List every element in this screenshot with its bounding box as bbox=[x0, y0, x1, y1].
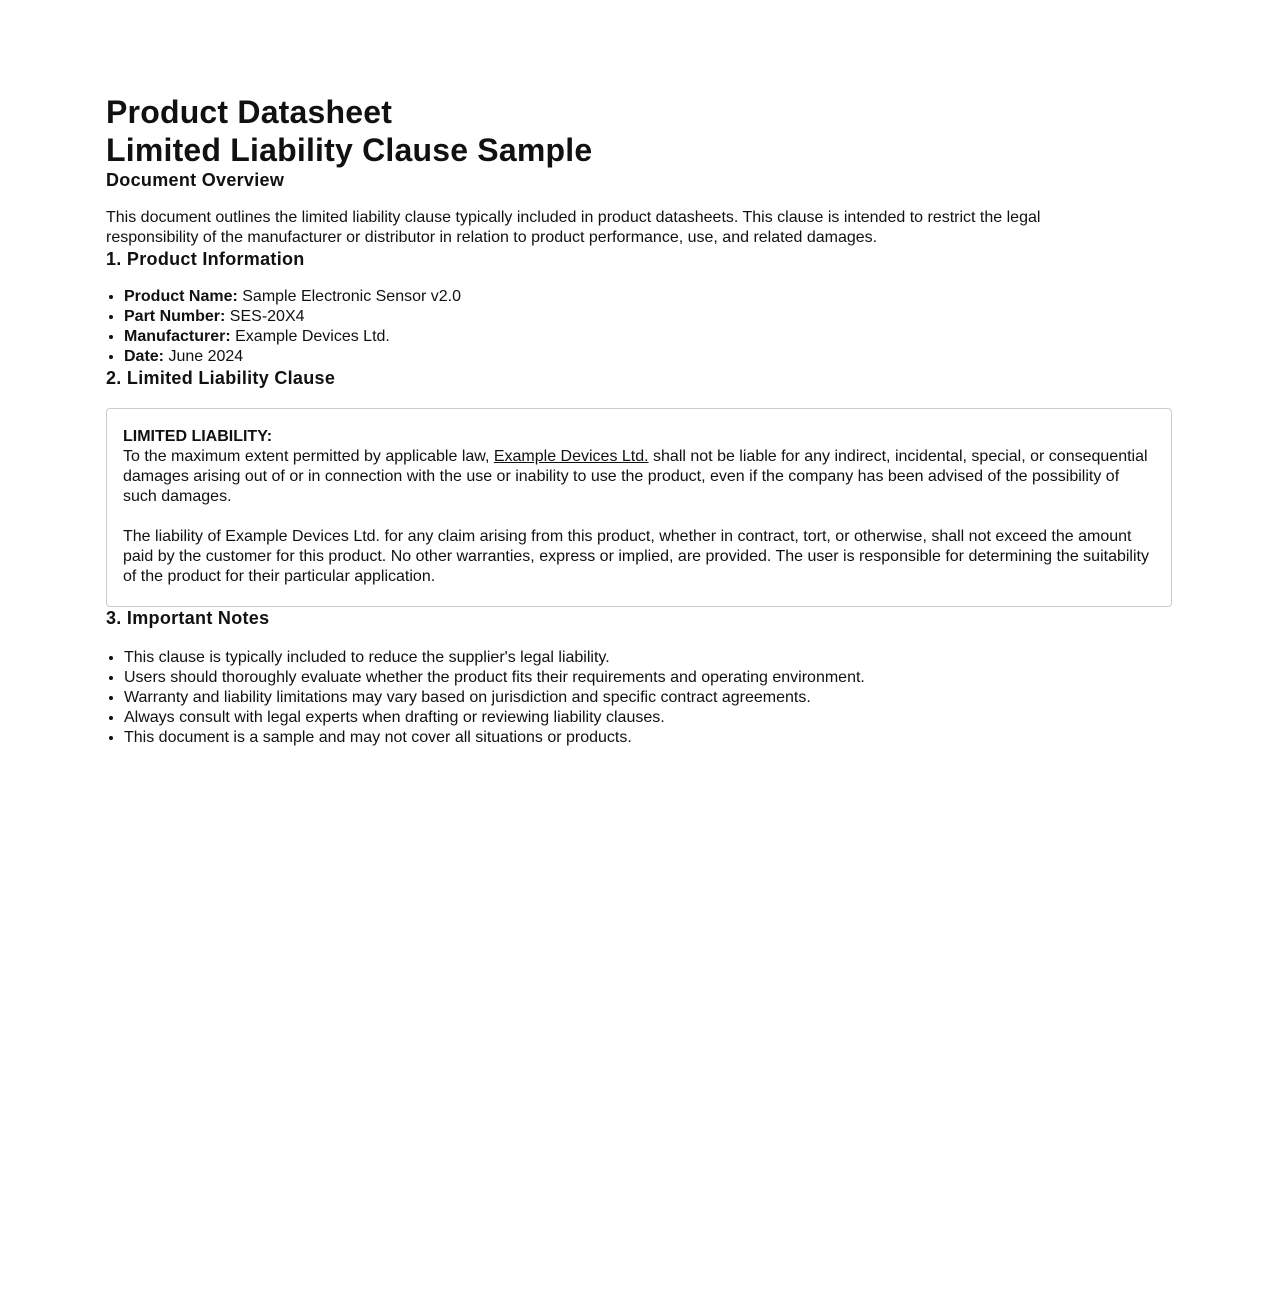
product-info-label: Part Number: bbox=[124, 308, 226, 325]
product-info-label: Manufacturer: bbox=[124, 328, 231, 345]
product-info-item-name bbox=[124, 287, 1172, 307]
product-info-value: Example Devices Ltd. bbox=[230, 328, 390, 345]
product-info-value: SES-20X4 bbox=[225, 308, 305, 325]
important-notes-list bbox=[106, 648, 1172, 748]
product-info-value: Sample Electronic Sensor v2.0 bbox=[237, 288, 462, 305]
important-notes-heading: 3. Important Notes bbox=[106, 608, 270, 628]
product-info-heading: 1. Product Information bbox=[106, 249, 305, 269]
note-item: • This clause is typically included to reduce the supplier's legal liability. bbox=[124, 648, 1172, 668]
product-info-item-manufacturer bbox=[124, 327, 1172, 347]
liability-clause-heading: 2. Limited Liability Clause bbox=[106, 368, 336, 388]
product-info-item-date bbox=[124, 347, 1172, 367]
note-item: • Always consult with legal experts when drafting or reviewing liability clauses. bbox=[124, 708, 1172, 728]
overview-heading: Document Overview bbox=[106, 170, 285, 190]
page-title bbox=[106, 93, 1172, 169]
product-info-item-part-number bbox=[124, 307, 1172, 327]
page-title-line-2: Limited Liability Clause Sample bbox=[106, 132, 593, 168]
overview-text: This document outlines the limited liability clause typically included in product datasheets. This clause is intended to restrict the legal responsibility of the manufacturer or distributor in relation to product performance, use, and related damages. bbox=[106, 209, 1041, 246]
note-item: • Warranty and liability limitations may vary based on jurisdiction and specific contract agreements. bbox=[124, 688, 1172, 708]
liability-clause-paragraph-2: The liability of Example Devices Ltd. for any claim arising from this product, whether in contract, tort, or otherwise, shall not exceed the amount paid by the customer for this product. No other warranties, express or implied, are provided. The user is responsible for determining the suitability of the product for their particular application. bbox=[123, 528, 1149, 585]
product-info-label: Date: bbox=[124, 348, 165, 365]
company-name-link[interactable]: Example Devices Ltd. bbox=[493, 448, 649, 465]
page-title-line-1: Product Datasheet bbox=[106, 94, 393, 130]
liability-clause-paragraph-1 bbox=[123, 447, 1155, 507]
note-item: • Users should thoroughly evaluate whether the product fits their requirements and operating environment. bbox=[124, 668, 1172, 688]
product-info-label: Product Name: bbox=[124, 288, 238, 305]
note-item: • This document is a sample and may not cover all situations or products. bbox=[124, 728, 1172, 748]
clause-text: shall not be liable for any indirect, incidental, special, or consequential damages arising out of or in connection with the use or inability to use the product, even if the company has been advised of the possibility of such damages. bbox=[123, 448, 1148, 505]
product-info-list bbox=[106, 287, 1172, 367]
liability-clause-label: LIMITED LIABILITY: bbox=[123, 428, 273, 445]
product-info-value: June 2024 bbox=[164, 348, 244, 365]
clause-text: To the maximum extent permitted by applicable law, bbox=[123, 448, 494, 465]
liability-clause-box bbox=[106, 408, 1172, 607]
